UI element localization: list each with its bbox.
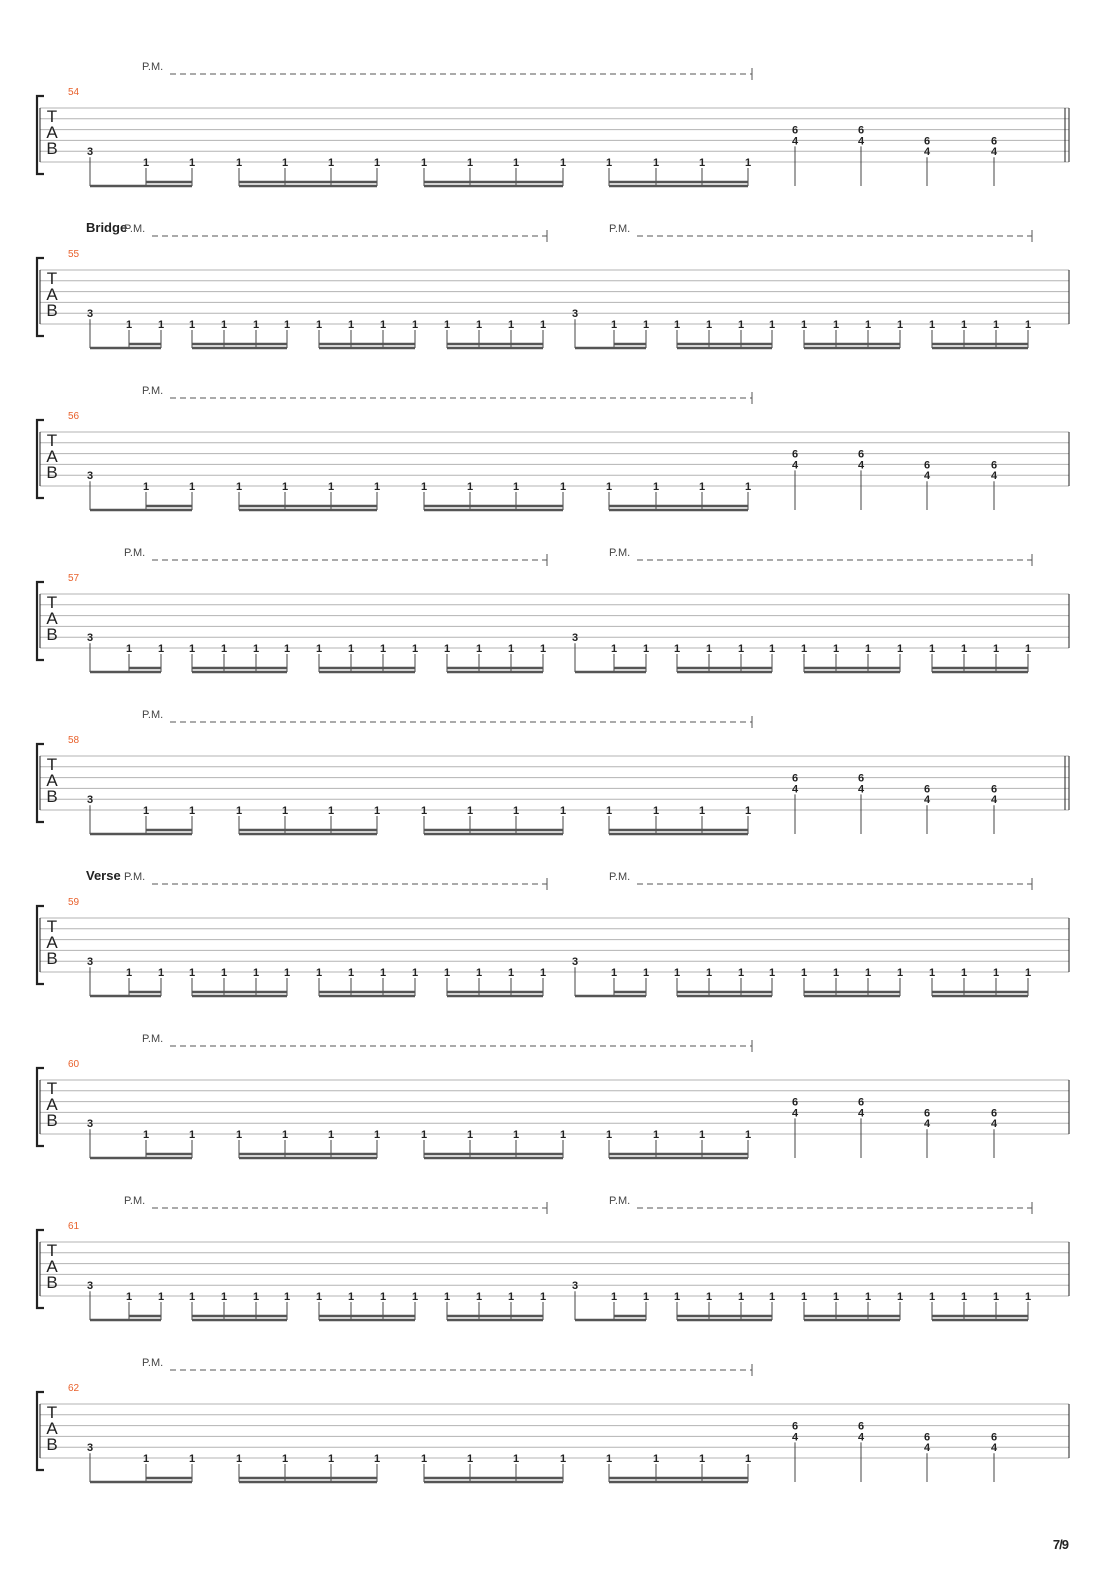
measure-number: 61	[68, 1221, 80, 1232]
tab-clef-letter: B	[46, 139, 58, 158]
palm-mute-label: P.M.	[609, 547, 631, 559]
palm-mute-label: P.M.	[609, 871, 631, 883]
fret-number: 3	[86, 956, 94, 969]
fret-number: 3	[86, 308, 94, 321]
fret-number: 1	[768, 1291, 776, 1303]
fret-number: 4	[923, 1442, 931, 1455]
fret-number: 1	[125, 643, 133, 655]
fret-number: 1	[928, 319, 936, 331]
fret-number: 1	[610, 967, 618, 979]
fret-number: 1	[1024, 643, 1032, 655]
tab-system-62	[37, 1357, 1069, 1482]
fret-number: 3	[571, 956, 579, 969]
fret-number: 1	[443, 967, 451, 979]
measure-number: 56	[68, 411, 80, 422]
fret-number: 1	[605, 481, 613, 493]
fret-number: 6	[791, 1096, 799, 1109]
tab-clef-letter: T	[46, 269, 58, 288]
tab-clef-letter: A	[46, 123, 58, 142]
fret-number: 6	[857, 772, 865, 785]
fret-number: 1	[411, 1291, 419, 1303]
fret-number: 1	[283, 967, 291, 979]
fret-number: 6	[791, 124, 799, 137]
tab-clef-letter: T	[46, 107, 58, 126]
fret-number: 1	[411, 643, 419, 655]
palm-mute-label: P.M.	[142, 385, 164, 397]
tab-clef-letter: A	[46, 285, 58, 304]
fret-number: 1	[475, 319, 483, 331]
fret-number: 1	[559, 1453, 567, 1465]
fret-number: 6	[923, 783, 931, 796]
fret-number: 1	[744, 157, 752, 169]
fret-number: 4	[791, 783, 799, 796]
fret-number: 1	[373, 481, 381, 493]
fret-number: 1	[605, 1453, 613, 1465]
fret-number: 1	[466, 481, 474, 493]
fret-number: 4	[791, 1107, 799, 1120]
fret-number: 1	[281, 481, 289, 493]
fret-number: 1	[373, 805, 381, 817]
fret-number: 1	[188, 1129, 196, 1141]
fret-number: 1	[539, 319, 547, 331]
fret-number: 1	[960, 967, 968, 979]
palm-mute-label: P.M.	[124, 547, 146, 559]
fret-number: 1	[642, 319, 650, 331]
fret-number: 1	[466, 1129, 474, 1141]
fret-number: 4	[990, 1118, 998, 1131]
fret-number: 1	[698, 157, 706, 169]
fret-number: 1	[512, 805, 520, 817]
fret-number: 1	[220, 1291, 228, 1303]
tab-system-54	[37, 61, 1069, 186]
fret-number: 1	[252, 319, 260, 331]
fret-number: 6	[923, 1107, 931, 1120]
fret-number: 1	[960, 319, 968, 331]
fret-number: 1	[379, 643, 387, 655]
fret-number: 1	[411, 319, 419, 331]
fret-number: 1	[327, 1453, 335, 1465]
fret-number: 3	[86, 1280, 94, 1293]
fret-number: 1	[992, 1291, 1000, 1303]
fret-number: 1	[188, 1453, 196, 1465]
fret-number: 1	[475, 1291, 483, 1303]
fret-number: 1	[673, 967, 681, 979]
tab-system-56	[37, 385, 1069, 510]
fret-number: 4	[990, 470, 998, 483]
fret-number: 1	[992, 967, 1000, 979]
fret-number: 4	[990, 794, 998, 807]
tab-clef-letter: B	[46, 787, 58, 806]
tab-clef-letter: A	[46, 933, 58, 952]
fret-number: 1	[443, 643, 451, 655]
tab-clef-letter: T	[46, 1079, 58, 1098]
fret-number: 1	[705, 643, 713, 655]
fret-number: 1	[705, 1291, 713, 1303]
fret-number: 1	[896, 967, 904, 979]
fret-number: 6	[990, 783, 998, 796]
fret-number: 1	[420, 481, 428, 493]
fret-number: 1	[744, 1129, 752, 1141]
fret-number: 1	[235, 157, 243, 169]
tab-clef-letter: B	[46, 625, 58, 644]
fret-number: 1	[252, 643, 260, 655]
fret-number: 1	[327, 805, 335, 817]
fret-number: 1	[539, 967, 547, 979]
fret-number: 1	[698, 805, 706, 817]
fret-number: 1	[188, 643, 196, 655]
fret-number: 1	[443, 319, 451, 331]
tab-clef-letter: B	[46, 463, 58, 482]
fret-number: 1	[698, 481, 706, 493]
fret-number: 1	[744, 481, 752, 493]
fret-number: 1	[443, 1291, 451, 1303]
fret-number: 1	[652, 1129, 660, 1141]
fret-number: 1	[673, 319, 681, 331]
fret-number: 1	[475, 967, 483, 979]
fret-number: 6	[990, 459, 998, 472]
tab-clef-letter: B	[46, 949, 58, 968]
fret-number: 1	[373, 1129, 381, 1141]
fret-number: 1	[347, 643, 355, 655]
fret-number: 1	[283, 643, 291, 655]
fret-number: 1	[507, 967, 515, 979]
fret-number: 1	[283, 319, 291, 331]
fret-number: 1	[673, 1291, 681, 1303]
fret-number: 3	[571, 308, 579, 321]
fret-number: 1	[420, 1129, 428, 1141]
fret-number: 1	[610, 319, 618, 331]
fret-number: 1	[768, 319, 776, 331]
fret-number: 1	[315, 967, 323, 979]
tab-clef-letter: A	[46, 1419, 58, 1438]
fret-number: 1	[420, 157, 428, 169]
tab-clef-letter: B	[46, 1111, 58, 1130]
measure-number: 57	[68, 573, 80, 584]
fret-number: 1	[315, 643, 323, 655]
tab-clef-letter: A	[46, 771, 58, 790]
palm-mute-label: P.M.	[124, 223, 146, 235]
tab-system-60	[37, 1033, 1069, 1158]
tab-system-55	[37, 220, 1069, 348]
fret-number: 3	[86, 1118, 94, 1131]
tab-clef-letter: B	[46, 1273, 58, 1292]
tab-clef-letter: T	[46, 593, 58, 612]
fret-number: 1	[896, 1291, 904, 1303]
fret-number: 1	[235, 481, 243, 493]
fret-number: 1	[642, 643, 650, 655]
tab-system-57	[37, 547, 1069, 672]
palm-mute-label: P.M.	[142, 1357, 164, 1369]
fret-number: 1	[800, 1291, 808, 1303]
fret-number: 4	[791, 135, 799, 148]
fret-number: 4	[857, 135, 865, 148]
fret-number: 6	[857, 448, 865, 461]
fret-number: 1	[539, 643, 547, 655]
fret-number: 1	[610, 1291, 618, 1303]
measure-number: 58	[68, 735, 80, 746]
fret-number: 4	[923, 794, 931, 807]
palm-mute-label: P.M.	[142, 709, 164, 721]
fret-number: 1	[832, 967, 840, 979]
fret-number: 3	[86, 146, 94, 159]
fret-number: 1	[373, 157, 381, 169]
fret-number: 6	[791, 1420, 799, 1433]
tab-system-58	[37, 709, 1069, 834]
fret-number: 1	[928, 643, 936, 655]
fret-number: 1	[507, 319, 515, 331]
fret-number: 1	[281, 1129, 289, 1141]
fret-number: 1	[157, 1291, 165, 1303]
fret-number: 1	[864, 319, 872, 331]
fret-number: 3	[86, 470, 94, 483]
fret-number: 1	[800, 319, 808, 331]
fret-number: 3	[571, 1280, 579, 1293]
fret-number: 1	[125, 967, 133, 979]
fret-number: 1	[142, 481, 150, 493]
fret-number: 1	[235, 805, 243, 817]
tab-clef-letter: T	[46, 431, 58, 450]
fret-number: 1	[281, 1453, 289, 1465]
fret-number: 1	[864, 967, 872, 979]
fret-number: 1	[466, 157, 474, 169]
fret-number: 1	[960, 643, 968, 655]
fret-number: 1	[188, 319, 196, 331]
fret-number: 1	[157, 967, 165, 979]
fret-number: 1	[1024, 319, 1032, 331]
fret-number: 4	[990, 146, 998, 159]
fret-number: 1	[315, 319, 323, 331]
fret-number: 1	[512, 1129, 520, 1141]
fret-number: 1	[327, 481, 335, 493]
tab-clef-letter: A	[46, 1095, 58, 1114]
fret-number: 6	[990, 1431, 998, 1444]
fret-number: 1	[188, 805, 196, 817]
tab-clef-letter: T	[46, 755, 58, 774]
fret-number: 4	[857, 1107, 865, 1120]
fret-number: 1	[142, 157, 150, 169]
fret-number: 1	[512, 1453, 520, 1465]
palm-mute-label: P.M.	[609, 1195, 631, 1207]
fret-number: 1	[642, 967, 650, 979]
palm-mute-label: P.M.	[142, 61, 164, 73]
fret-number: 1	[142, 1129, 150, 1141]
fret-number: 1	[466, 1453, 474, 1465]
fret-number: 4	[857, 1431, 865, 1444]
fret-number: 4	[791, 459, 799, 472]
fret-number: 1	[252, 967, 260, 979]
fret-number: 1	[411, 967, 419, 979]
fret-number: 1	[559, 157, 567, 169]
fret-number: 6	[990, 135, 998, 148]
fret-number: 6	[990, 1107, 998, 1120]
fret-number: 1	[142, 1453, 150, 1465]
fret-number: 1	[512, 157, 520, 169]
fret-number: 1	[652, 805, 660, 817]
palm-mute-label: P.M.	[124, 871, 146, 883]
fret-number: 1	[373, 1453, 381, 1465]
fret-number: 1	[960, 1291, 968, 1303]
section-label: Bridge	[86, 220, 128, 235]
fret-number: 4	[857, 783, 865, 796]
fret-number: 1	[315, 1291, 323, 1303]
fret-number: 1	[142, 805, 150, 817]
fret-number: 4	[923, 1118, 931, 1131]
tab-clef-letter: T	[46, 1403, 58, 1422]
fret-number: 1	[125, 1291, 133, 1303]
fret-number: 1	[559, 1129, 567, 1141]
fret-number: 1	[281, 157, 289, 169]
fret-number: 1	[125, 319, 133, 331]
fret-number: 6	[791, 772, 799, 785]
tab-clef-letter: T	[46, 1241, 58, 1260]
fret-number: 1	[347, 319, 355, 331]
fret-number: 1	[220, 319, 228, 331]
fret-number: 6	[857, 1096, 865, 1109]
fret-number: 1	[992, 643, 1000, 655]
fret-number: 3	[86, 794, 94, 807]
fret-number: 1	[327, 157, 335, 169]
fret-number: 1	[188, 481, 196, 493]
fret-number: 1	[737, 1291, 745, 1303]
fret-number: 1	[652, 481, 660, 493]
fret-number: 6	[791, 448, 799, 461]
palm-mute-label: P.M.	[124, 1195, 146, 1207]
fret-number: 1	[832, 643, 840, 655]
fret-number: 6	[923, 135, 931, 148]
palm-mute-label: P.M.	[609, 223, 631, 235]
tab-clef-letter: B	[46, 301, 58, 320]
fret-number: 1	[768, 643, 776, 655]
fret-number: 1	[327, 1129, 335, 1141]
fret-number: 1	[698, 1129, 706, 1141]
fret-number: 1	[283, 1291, 291, 1303]
fret-number: 1	[466, 805, 474, 817]
fret-number: 1	[737, 643, 745, 655]
measure-number: 55	[68, 249, 80, 260]
fret-number: 1	[768, 967, 776, 979]
fret-number: 1	[420, 1453, 428, 1465]
fret-number: 1	[605, 805, 613, 817]
fret-number: 1	[744, 1453, 752, 1465]
fret-number: 1	[157, 319, 165, 331]
fret-number: 1	[379, 319, 387, 331]
fret-number: 1	[605, 1129, 613, 1141]
fret-number: 1	[220, 643, 228, 655]
fret-number: 1	[737, 319, 745, 331]
fret-number: 1	[420, 805, 428, 817]
fret-number: 1	[188, 1291, 196, 1303]
fret-number: 4	[857, 459, 865, 472]
tab-clef-letter: T	[46, 917, 58, 936]
fret-number: 6	[923, 459, 931, 472]
fret-number: 1	[652, 1453, 660, 1465]
fret-number: 1	[642, 1291, 650, 1303]
fret-number: 4	[923, 146, 931, 159]
tab-clef-letter: B	[46, 1435, 58, 1454]
fret-number: 1	[559, 481, 567, 493]
measure-number: 59	[68, 897, 80, 908]
fret-number: 1	[800, 967, 808, 979]
fret-number: 1	[347, 1291, 355, 1303]
fret-number: 1	[673, 643, 681, 655]
fret-number: 1	[864, 643, 872, 655]
tab-system-61	[37, 1195, 1069, 1320]
fret-number: 1	[928, 1291, 936, 1303]
fret-number: 1	[507, 1291, 515, 1303]
fret-number: 1	[475, 643, 483, 655]
fret-number: 1	[928, 967, 936, 979]
fret-number: 1	[507, 643, 515, 655]
fret-number: 1	[832, 319, 840, 331]
tab-clef-letter: A	[46, 1257, 58, 1276]
fret-number: 3	[86, 632, 94, 645]
fret-number: 1	[379, 1291, 387, 1303]
fret-number: 1	[744, 805, 752, 817]
fret-number: 1	[220, 967, 228, 979]
fret-number: 1	[347, 967, 355, 979]
fret-number: 1	[188, 967, 196, 979]
measure-number: 54	[68, 87, 80, 98]
fret-number: 6	[923, 1431, 931, 1444]
fret-number: 1	[235, 1129, 243, 1141]
fret-number: 1	[896, 319, 904, 331]
fret-number: 1	[610, 643, 618, 655]
fret-number: 1	[1024, 1291, 1032, 1303]
fret-number: 1	[652, 157, 660, 169]
fret-number: 1	[896, 643, 904, 655]
fret-number: 1	[864, 1291, 872, 1303]
fret-number: 1	[281, 805, 289, 817]
tab-system-59	[37, 868, 1069, 996]
fret-number: 1	[157, 643, 165, 655]
tab-clef-letter: A	[46, 609, 58, 628]
fret-number: 1	[379, 967, 387, 979]
fret-number: 1	[800, 643, 808, 655]
fret-number: 3	[86, 1442, 94, 1455]
fret-number: 4	[990, 1442, 998, 1455]
measure-number: 62	[68, 1383, 80, 1394]
section-label: Verse	[86, 868, 121, 883]
palm-mute-label: P.M.	[142, 1033, 164, 1045]
fret-number: 4	[923, 470, 931, 483]
fret-number: 1	[698, 1453, 706, 1465]
fret-number: 1	[188, 157, 196, 169]
fret-number: 1	[992, 319, 1000, 331]
page-number: 7/9	[1052, 1537, 1068, 1552]
fret-number: 1	[252, 1291, 260, 1303]
fret-number: 6	[857, 1420, 865, 1433]
fret-number: 3	[571, 632, 579, 645]
fret-number: 1	[512, 481, 520, 493]
fret-number: 1	[605, 157, 613, 169]
fret-number: 1	[539, 1291, 547, 1303]
fret-number: 4	[791, 1431, 799, 1444]
fret-number: 1	[737, 967, 745, 979]
fret-number: 1	[235, 1453, 243, 1465]
fret-number: 1	[832, 1291, 840, 1303]
fret-number: 1	[1024, 967, 1032, 979]
measure-number: 60	[68, 1059, 80, 1070]
fret-number: 1	[559, 805, 567, 817]
fret-number: 6	[857, 124, 865, 137]
fret-number: 1	[705, 319, 713, 331]
tab-clef-letter: A	[46, 447, 58, 466]
fret-number: 1	[705, 967, 713, 979]
